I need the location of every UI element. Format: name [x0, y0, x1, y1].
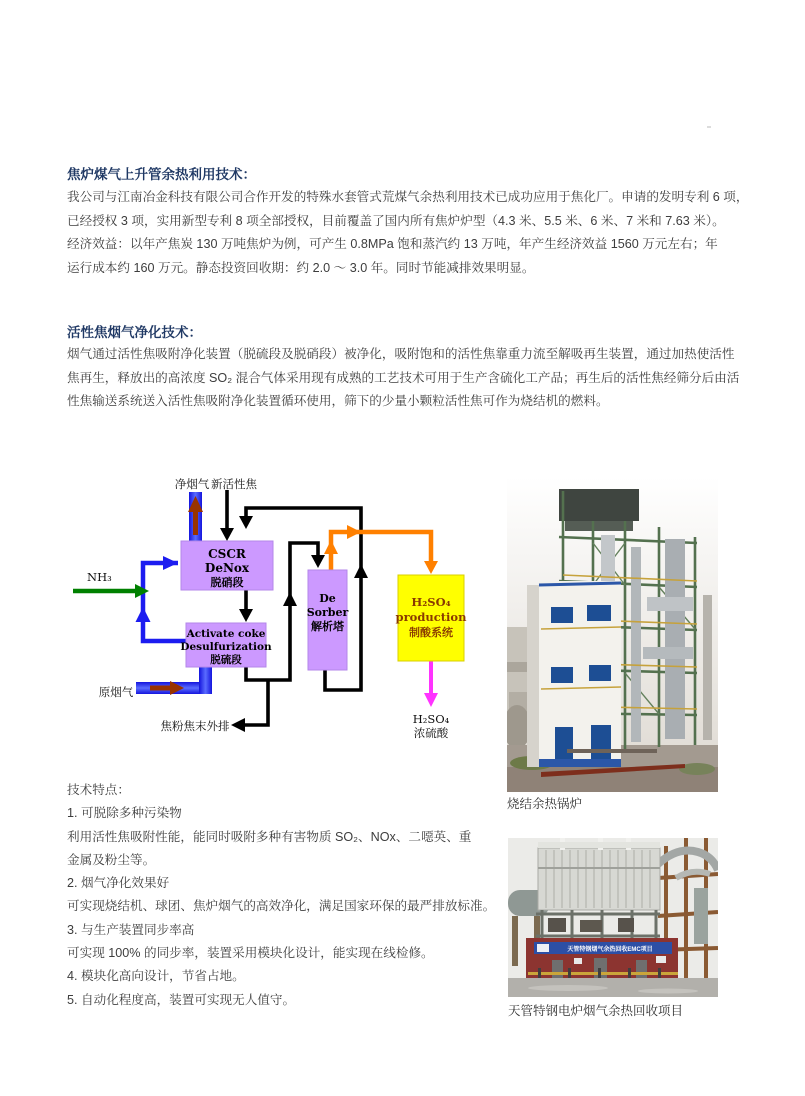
up-arrow-icon	[324, 540, 338, 554]
desulfurization-box	[180, 623, 272, 667]
section2-heading: 活性焦烟气净化技术：	[67, 325, 202, 340]
svg-text:production: production	[395, 610, 467, 624]
so2-gas-line	[331, 532, 431, 570]
scan-artifact-dot	[707, 126, 711, 128]
acid-out-label2: 浓硫酸	[413, 726, 449, 740]
raw-gas-label: 原烟气	[98, 685, 134, 699]
down-arrow-icon	[239, 516, 253, 529]
down-arrow-icon	[424, 561, 438, 574]
svg-text:De: De	[319, 592, 336, 605]
down-arrow-icon	[220, 528, 234, 541]
up-arrow-icon	[283, 592, 297, 606]
right-arrow-icon	[163, 556, 178, 570]
paragraph-line: 焦再生，释放出的高浓度 SO₂ 混合气体采用现有成熟的工艺技术可用于生产含硫化工产品；再生后的活性焦经筛分后由活	[67, 370, 740, 385]
up-arrow-icon	[136, 607, 151, 622]
feature-line: 金属及粉尘等。	[67, 852, 156, 867]
paragraph-line: 性焦输送系统送入活性焦吸附净化装置循环使用，筛下的少量小颗粒活性焦可作为烧结机的燃料。	[67, 394, 609, 408]
down-arrow-icon	[239, 609, 253, 622]
banner-text: 天管特钢烟气余热回收EMC项目	[567, 947, 653, 953]
photo-eaf-heat-recovery	[508, 838, 718, 997]
paragraph-line: 运行成本约 160 万元。静态投资回收期：约 2.0 ～ 3.0 年。同时节能减排效果明显。	[67, 260, 535, 275]
svg-text:脱硝段: 脱硝段	[210, 576, 244, 589]
photo2-caption: 天管特钢电炉烟气余热回收项目	[508, 1004, 684, 1018]
fresh-coke-label: 新活性焦	[211, 477, 257, 491]
photo-sintering-boiler	[507, 477, 718, 792]
acid-out-label1: H₂SO₄	[412, 712, 450, 726]
feature-line: 利用活性焦吸附性能，能同时吸附多种有害物质 SO₂、NOx、二噁英、重	[67, 829, 472, 844]
feature-line: 4. 模块化高向设计，节省占地。	[67, 969, 245, 984]
flue-gas-circuit-line	[143, 563, 187, 641]
feature-line: 可实现 100% 的同步率，装置采用模块化设计，能实现在线检修。	[67, 946, 434, 961]
feature-line: 5. 自动化程度高，装置可实现无人值守。	[67, 992, 296, 1007]
feature-line: 3. 与生产装置同步率高	[67, 922, 195, 937]
up-arrow-icon	[354, 564, 368, 578]
section1-heading: 焦炉煤气上升管余热利用技术：	[67, 167, 256, 182]
coke-dust-line	[244, 680, 268, 725]
down-arrow-icon	[311, 555, 325, 568]
photo1-caption: 烧结余热锅炉	[507, 797, 583, 811]
clean-gas-pipe	[188, 492, 203, 542]
desorber-box	[307, 570, 349, 670]
feature-list	[67, 779, 495, 1012]
left-arrow-icon	[231, 718, 245, 732]
section2-paragraph	[67, 343, 739, 414]
paragraph-line: 已经授权 3 项，实用新型专利 8 项全部授权，目前覆盖了国内所有焦炉炉型（4.3 米、5.5 米、6 米、7 米和 7.63 米）。	[67, 213, 725, 228]
acid-plant-box	[396, 575, 468, 661]
paragraph-line: 经济效益：以年产焦炭 130 万吨焦炉为例，可产生 0.8MPa 饱和蒸汽约 13 万吨，年产生经济效益 1560 万元左右；年	[67, 237, 718, 251]
raw-gas-pipe	[136, 667, 212, 695]
paragraph-line: 我公司与江南冶金科技有限公司合作开发的特殊水套管式荒煤气余热利用技术已成功应用于焦化厂。申请的发明专利 6 项，	[67, 190, 749, 204]
nh3-label: NH₃	[87, 570, 112, 584]
svg-text:Sorber: Sorber	[306, 606, 349, 619]
section1-paragraph	[67, 186, 748, 280]
feature-line: 技术特点：	[67, 783, 130, 797]
svg-text:DeNox: DeNox	[204, 561, 250, 575]
coke-dust-label: 焦粉焦末外排	[160, 719, 230, 733]
svg-text:H₂SO₄: H₂SO₄	[411, 595, 451, 609]
feature-line: 1. 可脱除多种污染物	[67, 806, 182, 821]
right-arrow-icon	[347, 525, 361, 539]
svg-text:Desulfurization: Desulfurization	[180, 641, 272, 653]
svg-text:解析塔: 解析塔	[311, 620, 344, 633]
svg-text:脱硫段: 脱硫段	[210, 654, 242, 666]
svg-text:Activate coke: Activate coke	[186, 628, 266, 640]
clean-gas-label: 净烟气	[174, 477, 210, 491]
feature-line: 可实现烧结机、球团、焦炉烟气的高效净化，满足国家环保的最严排放标准。	[67, 899, 496, 914]
svg-text:制酸系统: 制酸系统	[409, 626, 453, 639]
process-flow-diagram	[66, 465, 506, 775]
feature-line: 2. 烟气净化效果好	[67, 876, 170, 891]
svg-text:CSCR: CSCR	[208, 547, 246, 561]
down-arrow-icon	[424, 693, 438, 707]
paragraph-line: 烟气通过活性焦吸附净化装置（脱硫段及脱硝段）被净化，吸附饱和的活性焦靠重力流至解吸再生装置，通过加热使活性	[67, 347, 735, 361]
denox-box	[181, 541, 273, 590]
